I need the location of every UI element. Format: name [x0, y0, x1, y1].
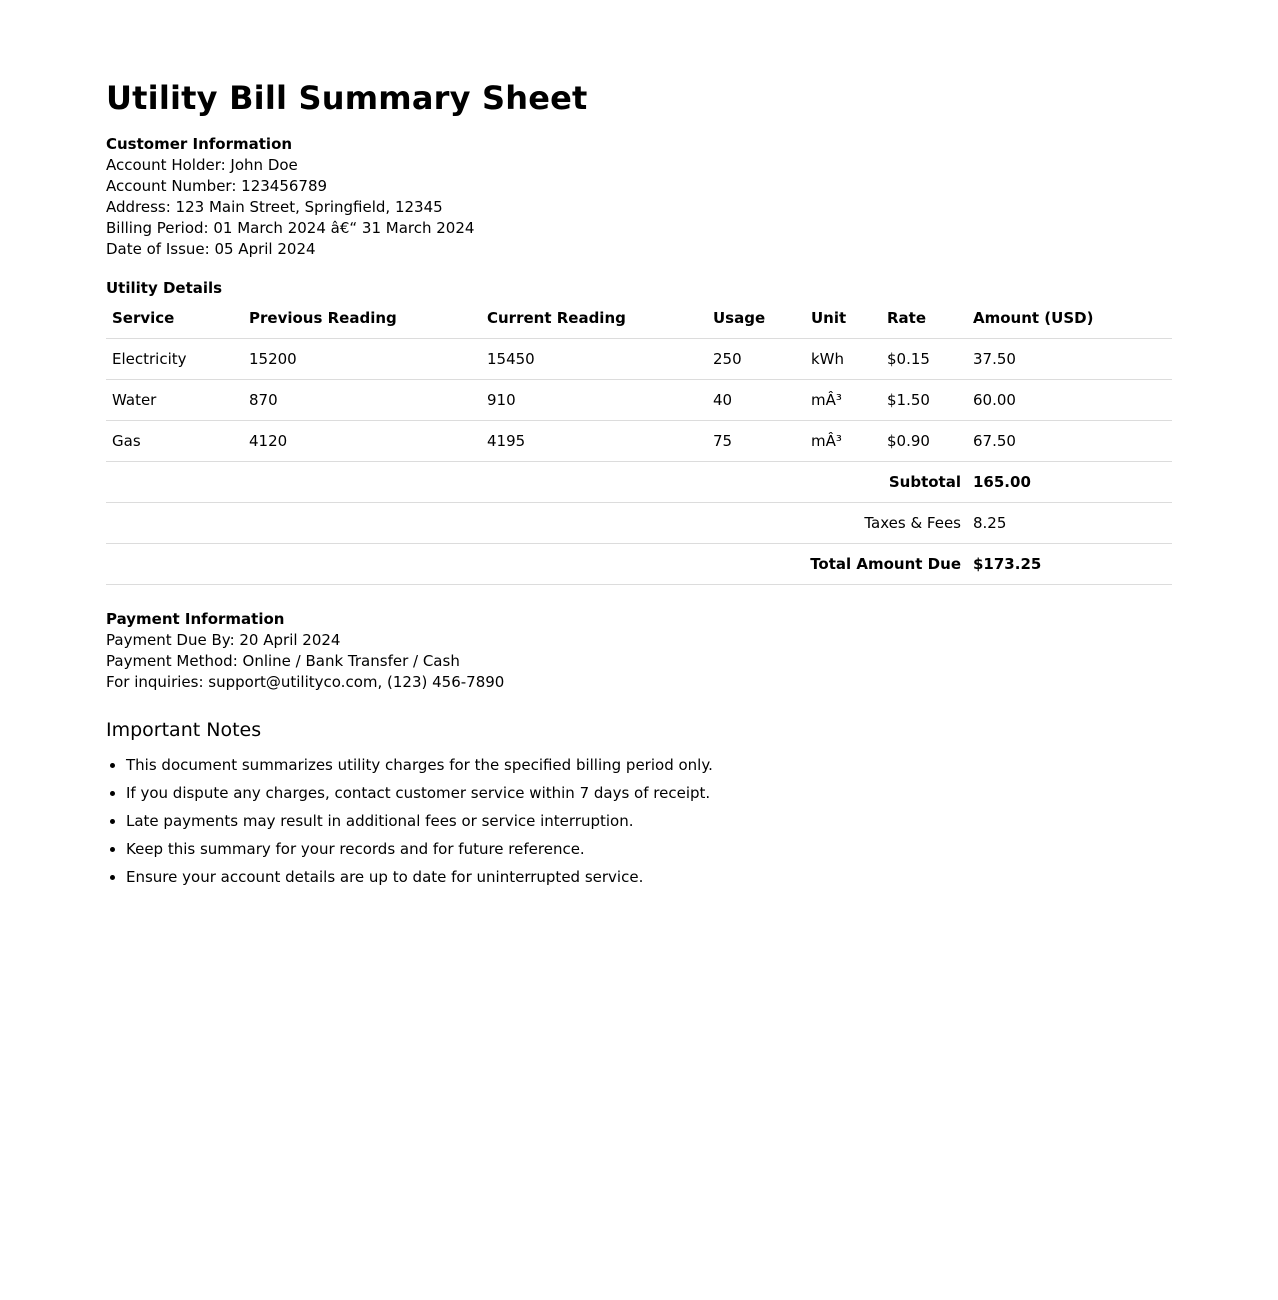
table-row — [106, 339, 1172, 380]
total-value: $173.25 — [967, 544, 1172, 585]
cell-rate: $0.15 — [881, 339, 967, 380]
date-of-issue-line: Date of Issue: 05 April 2024 — [106, 240, 316, 258]
account-holder-line: Account Holder: John Doe — [106, 156, 298, 174]
list-item: • Ensure your account details are up to date for uninterrupted service. — [126, 867, 1172, 887]
cell-current-reading: 910 — [481, 380, 707, 421]
subtotal-value: 165.00 — [967, 462, 1172, 503]
payment-due-line: Payment Due By: 20 April 2024 — [106, 631, 341, 649]
page-title: Utility Bill Summary Sheet — [106, 79, 588, 117]
taxes-row — [106, 503, 1172, 544]
important-notes-heading: Important Notes — [106, 719, 262, 741]
column-header-usage: Usage — [707, 299, 805, 339]
list-item: • This document summarizes utility charges for the specified billing period only. — [126, 755, 1172, 775]
column-header-amount: Amount (USD) — [967, 299, 1172, 339]
list-item: • Keep this summary for your records and for future reference. — [126, 839, 1172, 859]
utility-table — [106, 299, 1172, 585]
cell-amount: 60.00 — [967, 380, 1172, 421]
total-label: Total Amount Due — [106, 544, 967, 585]
payment-info-heading: Payment Information — [106, 610, 285, 628]
customer-info-section — [106, 134, 1172, 260]
inquiries-line: For inquiries: support@utilityco.com, (123) 456-7890 — [106, 673, 505, 691]
cell-unit: mÂ³ — [805, 380, 881, 421]
list-item: • If you dispute any charges, contact customer service within 7 days of receipt. — [126, 783, 1172, 803]
table-row — [106, 421, 1172, 462]
total-row — [106, 544, 1172, 585]
account-number-line: Account Number: 123456789 — [106, 177, 328, 195]
cell-service: Water — [106, 380, 243, 421]
cell-amount: 37.50 — [967, 339, 1172, 380]
table-header-row — [106, 299, 1172, 339]
column-header-rate: Rate — [881, 299, 967, 339]
taxes-label: Taxes & Fees — [106, 503, 967, 544]
important-notes-list — [106, 755, 1172, 887]
cell-unit: kWh — [805, 339, 881, 380]
cell-current-reading: 4195 — [481, 421, 707, 462]
column-header-unit: Unit — [805, 299, 881, 339]
cell-rate: $1.50 — [881, 380, 967, 421]
cell-service: Gas — [106, 421, 243, 462]
payment-info-section — [106, 609, 1172, 693]
customer-info-heading: Customer Information — [106, 135, 293, 153]
list-item: • Late payments may result in additional fees or service interruption. — [126, 811, 1172, 831]
cell-previous-reading: 870 — [243, 380, 481, 421]
cell-usage: 40 — [707, 380, 805, 421]
subtotal-row — [106, 462, 1172, 503]
column-header-previous-reading: Previous Reading — [243, 299, 481, 339]
utility-details-section — [106, 278, 1172, 585]
column-header-current-reading: Current Reading — [481, 299, 707, 339]
cell-current-reading: 15450 — [481, 339, 707, 380]
cell-service: Electricity — [106, 339, 243, 380]
cell-previous-reading: 15200 — [243, 339, 481, 380]
column-header-service: Service — [106, 299, 243, 339]
cell-usage: 75 — [707, 421, 805, 462]
subtotal-label: Subtotal — [106, 462, 967, 503]
utility-details-heading: Utility Details — [106, 279, 223, 297]
billing-period-line: Billing Period: 01 March 2024 â€“ 31 March 2024 — [106, 219, 475, 237]
table-row — [106, 380, 1172, 421]
cell-previous-reading: 4120 — [243, 421, 481, 462]
cell-amount: 67.50 — [967, 421, 1172, 462]
cell-usage: 250 — [707, 339, 805, 380]
cell-rate: $0.90 — [881, 421, 967, 462]
cell-unit: mÂ³ — [805, 421, 881, 462]
address-line: Address: 123 Main Street, Springfield, 12345 — [106, 198, 443, 216]
taxes-value: 8.25 — [967, 503, 1172, 544]
payment-method-line: Payment Method: Online / Bank Transfer / Cash — [106, 652, 460, 670]
